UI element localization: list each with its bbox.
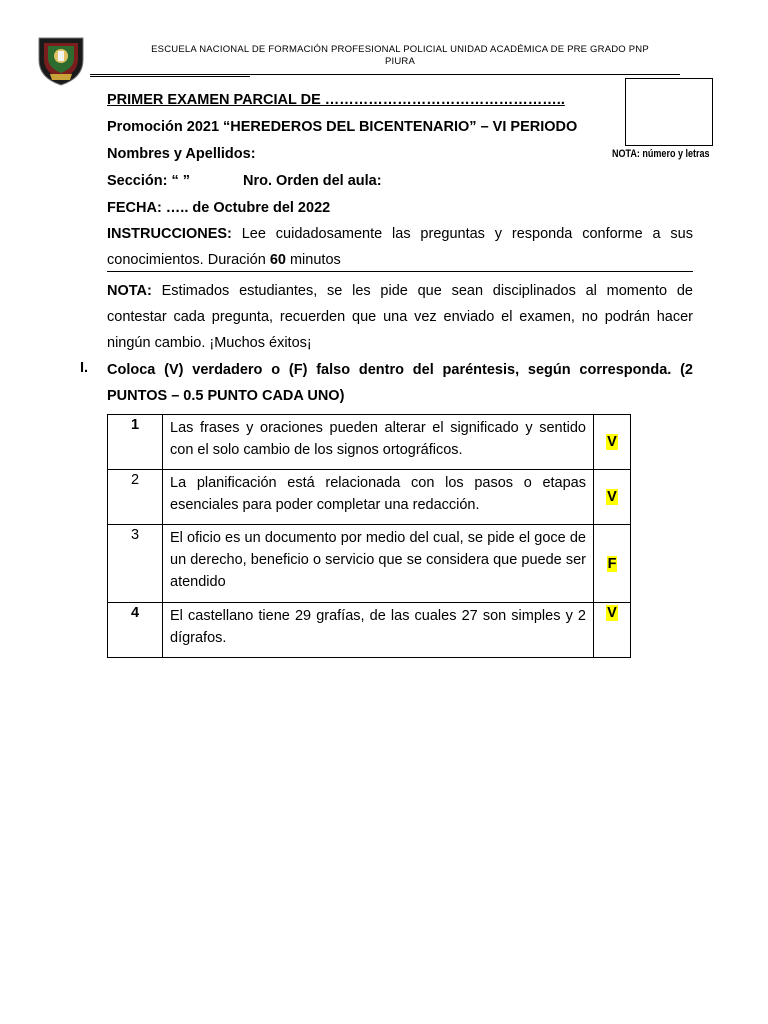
header-divider-secondary <box>90 76 250 77</box>
table-row <box>108 525 631 603</box>
section-instruction: Coloca (V) verdadero o (F) falso dentro del paréntesis, según corresponda. (2 PUNTOS – 0.5 PUNTO CADA UNO) <box>107 362 693 404</box>
answer-value: V <box>607 605 617 621</box>
table-row <box>108 415 631 470</box>
order-label: Nro. Orden del aula: <box>243 173 382 189</box>
school-name-line1: ESCUELA NACIONAL DE FORMACIÓN PROFESIONAL POLICIAL UNIDAD ACADÉMICA DE PRE GRADO PNP <box>151 44 649 55</box>
answer-value: F <box>607 555 617 572</box>
answer-cell[interactable] <box>594 525 631 603</box>
question-number: 4 <box>108 603 163 658</box>
note-label: NOTA: <box>107 283 152 299</box>
answer-value: V <box>607 434 617 450</box>
grade-box[interactable] <box>625 78 713 146</box>
section-label: Sección: “ ” <box>107 173 190 189</box>
school-crest-logo <box>36 34 86 86</box>
grade-label: NOTA: número y letras <box>612 148 710 160</box>
question-text: El oficio es un documento por medio del cual, se pide el goce de un derecho, beneficio o servicio que se considera que puede ser atendido <box>163 525 594 603</box>
answer-cell[interactable] <box>594 470 631 525</box>
true-false-table <box>107 414 631 658</box>
instructions-paragraph <box>107 221 693 273</box>
instructions-divider <box>107 271 693 272</box>
table-row <box>108 603 631 658</box>
note-paragraph <box>107 278 693 356</box>
note-text: Estimados estudiantes, se les pide que sean disciplinados al momento de contestar cada pregunta, recuerden que una vez enviado el examen, no podrán hacer ningún cambio. ¡Muchos éxitos¡ <box>107 283 693 351</box>
instructions-label: INSTRUCCIONES: <box>107 226 232 242</box>
question-number: 1 <box>108 415 163 470</box>
table-row <box>108 470 631 525</box>
names-label: Nombres y Apellidos: <box>107 146 256 162</box>
section-numeral: I. <box>80 360 89 376</box>
school-name <box>100 44 700 68</box>
instructions-text-end: minutos <box>285 252 341 268</box>
question-text: Las frases y oraciones pueden alterar el significado y sentido con el solo cambio de los signos ortográficos. <box>163 415 594 470</box>
answer-value: V <box>607 489 617 505</box>
date-label: FECHA: ….. de Octubre del 2022 <box>107 200 331 216</box>
question-number: 3 <box>108 525 163 603</box>
duration-value: 60 <box>269 252 286 268</box>
header-divider <box>90 74 680 75</box>
promotion-line: Promoción 2021 “HEREDEROS DEL BICENTENARIO” – VI PERIODO <box>107 119 578 135</box>
answer-cell[interactable] <box>594 415 631 470</box>
exam-title: PRIMER EXAMEN PARCIAL DE ………………………………………….. <box>107 92 565 108</box>
instructions-text: Lee cuidadosamente las preguntas y responda conforme a sus conocimientos. Duración <box>107 226 693 268</box>
question-number: 2 <box>108 470 163 525</box>
school-name-line2: PIURA <box>384 56 416 67</box>
answer-cell[interactable] <box>594 603 631 658</box>
question-text: La planificación está relacionada con los pasos o etapas esenciales para poder completar una redacción. <box>163 470 594 525</box>
question-text: El castellano tiene 29 grafías, de las cuales 27 son simples y 2 dígrafos. <box>163 603 594 658</box>
